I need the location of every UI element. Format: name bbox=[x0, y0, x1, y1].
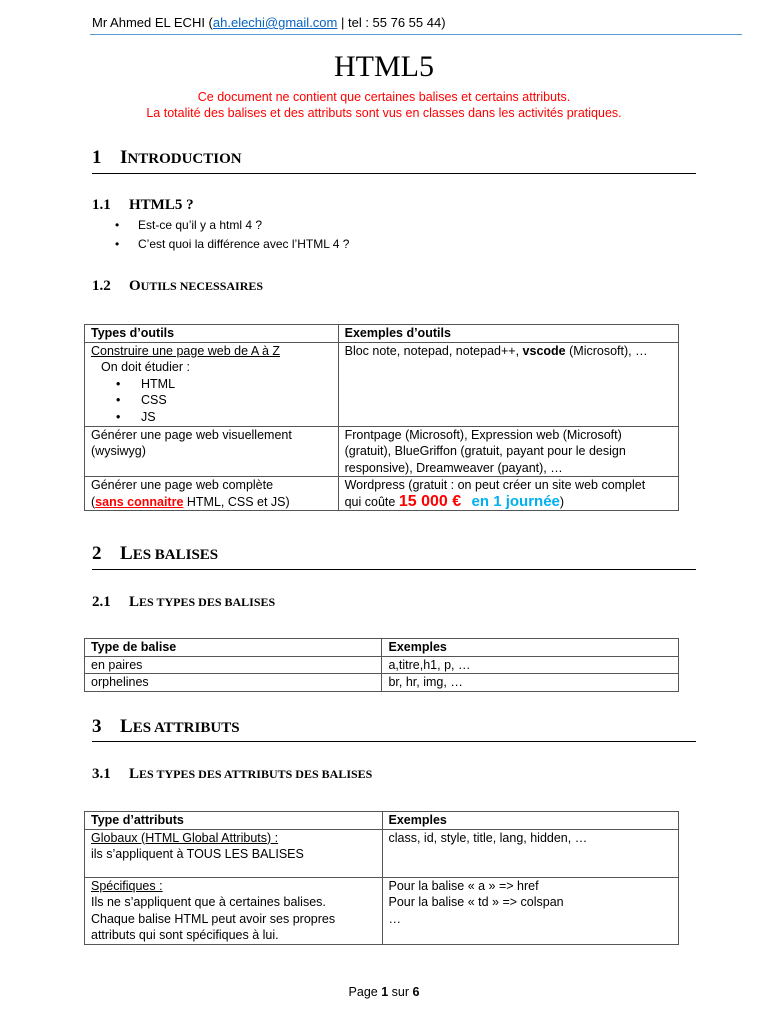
section-title: LES ATTRIBUTS bbox=[120, 716, 240, 737]
cell-text: Frontpage (Microsoft), Expression web (Microsoft) bbox=[344, 427, 622, 442]
list-item-text: HTML bbox=[141, 376, 176, 391]
table-cell bbox=[85, 342, 339, 426]
table-row bbox=[85, 426, 679, 477]
section-title: LES BALISES bbox=[120, 543, 219, 564]
list-item-text: CSS bbox=[141, 393, 167, 407]
table-cell: orphelines bbox=[85, 674, 382, 692]
list-item bbox=[116, 376, 332, 393]
subsection-1-2-heading bbox=[92, 278, 263, 295]
subsection-number: 2.1 bbox=[92, 594, 111, 610]
table-row bbox=[85, 656, 679, 674]
bullet-icon: • bbox=[116, 376, 121, 391]
table-cell: br, hr, img, … bbox=[382, 674, 679, 692]
table-cell: class, id, style, title, lang, hidden, … bbox=[382, 829, 679, 877]
subsection-3-1-heading bbox=[92, 766, 372, 783]
table-cell bbox=[338, 342, 678, 426]
header-email-link[interactable]: ah.elechi@gmail.com bbox=[212, 15, 338, 30]
table-header-row bbox=[85, 639, 679, 657]
cell-subtitle: On doit étudier : bbox=[101, 360, 190, 374]
cell-text-bold: vscode bbox=[522, 343, 566, 358]
bullet-icon: • bbox=[116, 409, 121, 424]
subtitle-line-1: Ce document ne contient que certaines balises et certains attributs. bbox=[197, 90, 571, 104]
list-item-text: Est-ce qu’il y a html 4 ? bbox=[138, 218, 263, 232]
page-footer bbox=[0, 985, 768, 999]
cell-text: Chaque balise HTML peut avoir ses propres bbox=[91, 911, 336, 926]
list-item bbox=[115, 237, 349, 251]
table-cell bbox=[85, 426, 339, 477]
highlight-text: sans connaitre bbox=[95, 494, 184, 509]
cell-text: Bloc note, notepad, notepad++, bbox=[344, 343, 523, 358]
section-2-heading bbox=[92, 543, 218, 565]
table-row bbox=[85, 342, 679, 426]
subtitle-line-2: La totalité des balises et des attributs sont vus en classes dans les activités pratiques. bbox=[146, 106, 622, 120]
header-rule bbox=[90, 34, 742, 35]
subsection-title: HTML5 ? bbox=[129, 197, 194, 213]
cell-title: Globaux (HTML Global Attributs) : bbox=[91, 830, 279, 845]
cell-text: Ils ne s’appliquent que à certaines balises. bbox=[91, 895, 326, 909]
cell-text: Pour la balise « td » => colspan bbox=[388, 895, 564, 909]
table-cell: en paires bbox=[85, 656, 382, 674]
bullet-icon: • bbox=[115, 237, 120, 251]
subsection-number: 3.1 bbox=[92, 766, 111, 782]
cell-text: Générer une page web complète bbox=[91, 478, 274, 492]
section-title: INTRODUCTION bbox=[120, 147, 242, 168]
section-number: 2 bbox=[92, 543, 102, 564]
section-3-heading bbox=[92, 716, 240, 738]
header-tel: | tel : 55 76 55 44) bbox=[337, 15, 446, 30]
cell-text: (sans connaitre HTML, CSS et JS) bbox=[91, 494, 290, 509]
table-header-row bbox=[85, 325, 679, 343]
section-rule bbox=[92, 173, 696, 174]
subsection-title: LES TYPES DES ATTRIBUTS DES BALISES bbox=[129, 766, 373, 782]
table-header-row bbox=[85, 812, 679, 830]
list-item-text: C’est quoi la différence avec l’HTML 4 ? bbox=[138, 237, 350, 251]
section-rule bbox=[92, 741, 696, 742]
table-header-cell: Exemples d’outils bbox=[338, 325, 678, 343]
cell-text: Générer une page web visuellement bbox=[91, 427, 292, 442]
table-header-cell: Exemples bbox=[382, 812, 679, 830]
cell-text: Pour la balise « a » => href bbox=[388, 878, 539, 893]
price-text: 15 000 € bbox=[398, 492, 462, 510]
table-row bbox=[85, 674, 679, 692]
table-cell: a,titre,h1, p, … bbox=[382, 656, 679, 674]
cell-text: Wordpress (gratuit : on peut créer un site web complet bbox=[344, 478, 646, 492]
table-cell bbox=[85, 829, 383, 877]
subsection-1-1-heading bbox=[92, 197, 194, 214]
section-number: 1 bbox=[92, 147, 102, 168]
subsection-number: 1.2 bbox=[92, 278, 111, 294]
table-header-cell: Exemples bbox=[382, 639, 679, 657]
table-header-cell: Type de balise bbox=[85, 639, 382, 657]
table-header-cell: Type d’attributs bbox=[85, 812, 383, 830]
table-row bbox=[85, 477, 679, 511]
cell-text: responsive), Dreamweaver (payant), … bbox=[344, 460, 563, 475]
page-number: 1 bbox=[381, 985, 389, 999]
cell-title: Spécifiques : bbox=[91, 878, 163, 893]
section-rule bbox=[92, 569, 696, 570]
cell-text: (Microsoft), … bbox=[565, 343, 648, 358]
footer-text: Page bbox=[348, 985, 382, 999]
header-author: Mr Ahmed EL ECHI ( bbox=[92, 15, 213, 30]
document-title: HTML5 bbox=[334, 50, 434, 83]
cell-text: qui coûte 15 000 € en 1 journée) bbox=[344, 492, 565, 510]
section-number: 3 bbox=[92, 716, 102, 737]
tag-types-table bbox=[84, 638, 679, 692]
page-header bbox=[92, 15, 446, 30]
cell-text: (gratuit), BlueGriffon (gratuit, payant pour le design bbox=[344, 444, 626, 458]
cell-text: (wysiwyg) bbox=[91, 444, 146, 458]
page-total: 6 bbox=[412, 985, 420, 999]
list-item-text: JS bbox=[141, 409, 156, 424]
list-item bbox=[116, 409, 332, 426]
subsection-title: OUTILS NECESSAIRES bbox=[129, 278, 264, 294]
tools-table bbox=[84, 324, 679, 511]
cell-text: ils s’appliquent à TOUS LES BALISES bbox=[91, 847, 304, 861]
cell-title: Construire une page web de A à Z bbox=[91, 343, 281, 358]
bullet-icon: • bbox=[116, 393, 121, 407]
table-cell bbox=[338, 477, 678, 511]
footer-text: sur bbox=[388, 985, 413, 999]
table-header-cell: Types d’outils bbox=[85, 325, 339, 343]
cell-text: attributs qui sont spécifiques à lui. bbox=[91, 928, 279, 942]
table-row bbox=[85, 829, 679, 877]
cell-text: … bbox=[388, 911, 401, 926]
table-cell bbox=[382, 877, 679, 944]
duration-text: en 1 journée bbox=[471, 492, 560, 510]
table-row bbox=[85, 877, 679, 944]
table-cell bbox=[338, 426, 678, 477]
subsection-title: LES TYPES DES BALISES bbox=[129, 594, 276, 610]
table-cell bbox=[85, 477, 339, 511]
language-list bbox=[91, 376, 332, 426]
subsection-2-1-heading bbox=[92, 594, 275, 611]
bullet-icon: • bbox=[115, 218, 120, 232]
subsection-number: 1.1 bbox=[92, 197, 111, 213]
list-item bbox=[115, 218, 262, 232]
section-1-heading bbox=[92, 147, 242, 169]
list-item bbox=[116, 392, 332, 409]
attributes-table bbox=[84, 811, 679, 945]
table-cell bbox=[85, 877, 383, 944]
